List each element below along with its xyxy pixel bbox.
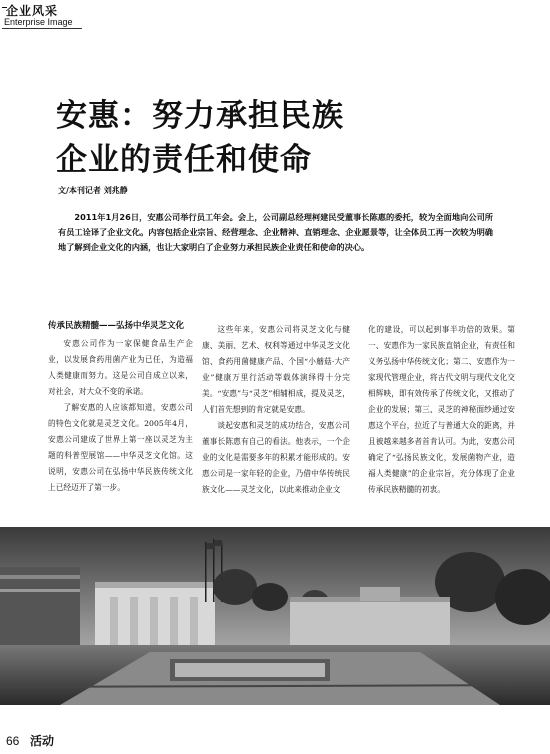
title-line-1: 安惠：努力承担民族 <box>56 98 344 134</box>
title-line-2: 企业的责任和使命 <box>56 142 312 178</box>
footer-section: 活动 <box>30 734 55 748</box>
subhead: 传承民族精髓——弘扬中华灵芝文化 <box>48 321 185 331</box>
page-number: 66 <box>6 734 20 748</box>
byline: 文/本刊记者 刘兆静 <box>58 186 128 195</box>
section-subtitle: Enterprise Image <box>4 17 73 27</box>
paragraph: 化的建设，可以起到事半功倍的效果。第一、安惠作为一家民族直销企业，有责任和义务弘扬中华传统文化；第二、安惠作为一家现代管理企业，将古代文明与现代文化交相辉映，即有效传承了传统文化，又推动了企业的发展；第三、灵芝的神秘面纱通过安惠这个平台，拉近了与普通大众的距离，并且被越来越多者首肯认可。为此，安惠公司确定了“弘扬民族文化，发展菌物产业，造福人类健康”的企业宗旨，充分体现了企业传承民族精髓的初衷。 <box>368 325 515 494</box>
paragraph: 谈起安惠和灵芝的成功结合，安惠公司董事长陈惠有自己的看法。他表示，一个企业的文化是需要多年的积累才能形成的。安惠公司是一家年轻的企业，乃借中华传统民族文化——灵芝文化，以此来推动企业文 <box>202 421 350 494</box>
section-title: 企业风采 <box>6 4 59 18</box>
paragraph: 这些年来，安惠公司将灵芝文化与健康、美丽、艺术、权利等通过中华灵芝文化馆、食药用菌健康产品、个国“小蘑菇·大产业”健康万里行活动等载体演绎得十分完美。“安惠”与“灵芝”相辅相成，提及灵芝，人们首先想到的肯定就是安惠。 <box>202 325 350 414</box>
column-3 <box>368 322 515 498</box>
paragraph: 了解安惠的人应该都知道，安惠公司的特色文化就是灵芝文化。2005年4月，安惠公司建成了世界上第一座以灵芝为主题的科普型展馆——中华灵芝文化馆。这说明，安惠公司在弘扬中华民族传统文化上已经迈开了第一步。 <box>48 403 193 492</box>
section-divider <box>2 28 82 29</box>
article-title <box>56 94 344 182</box>
lead-paragraph: 2011年1月26日，安惠公司举行员工年会。会上，公司副总经理柯建民受董事长陈惠的委托，较为全面地向公司所有员工诠译了企业文化。内容包括企业宗旨、经营理念、企业精神、直销理念、企业愿景等，让全体员工再一次较为明确地了解到企业文化的内涵，也让大家明白了企业努力承担民族企业责任和使命的决心。 <box>58 212 493 252</box>
exhibition-hall-photo <box>0 527 550 705</box>
column-2 <box>202 322 350 498</box>
column-1 <box>48 318 193 496</box>
paragraph: 安惠公司作为一家保健食品生产企业，以发展食药用菌产业为已任，为造福人类健康而努力。这是公司自成立以来，对社会，对大众不变的承诺。 <box>48 339 193 396</box>
